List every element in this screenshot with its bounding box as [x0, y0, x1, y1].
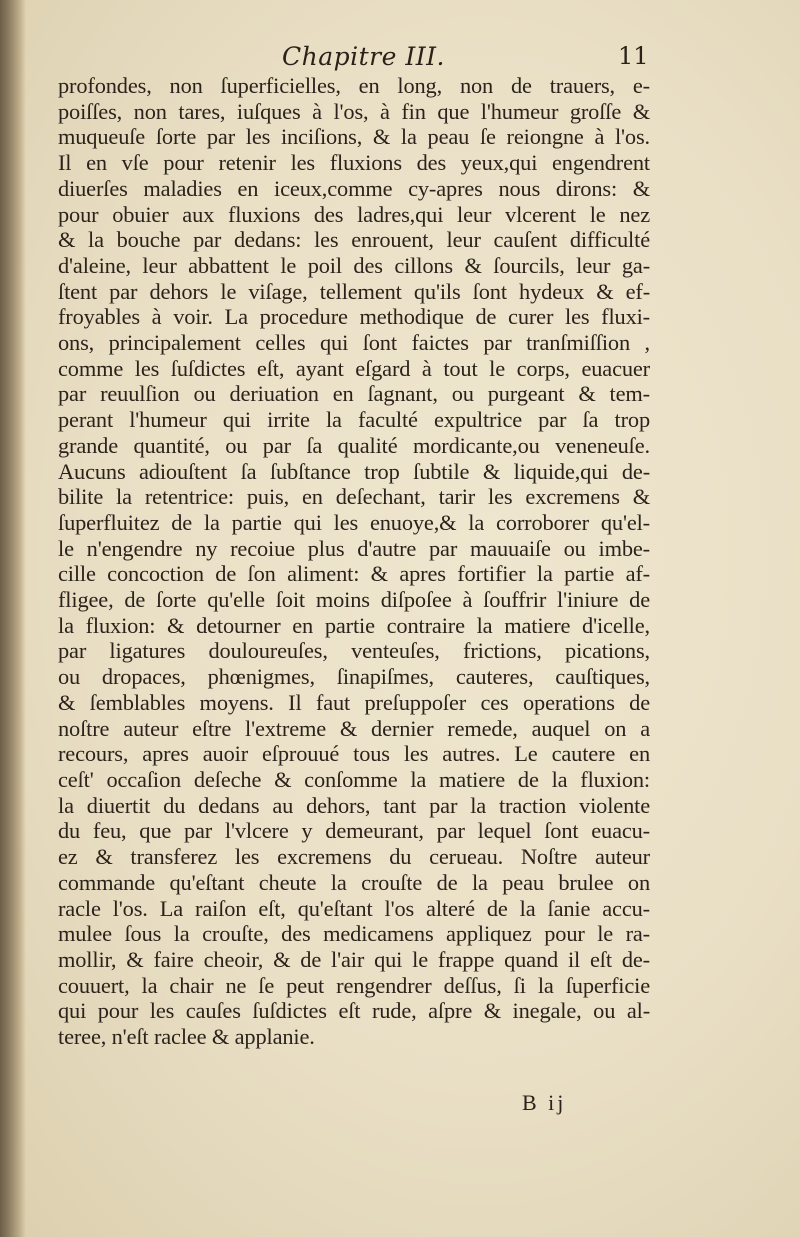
text-line: racle l'os. La raiſon eſt, qu'eſtant l'os alteré de la ſanie accu- — [58, 895, 650, 921]
text-line: mulee ſous la crouſte, des medicamens appliquez pour le ra- — [58, 921, 650, 947]
text-line: Il en vſe pour retenir les fluxions des yeux,qui engendrent — [58, 150, 650, 176]
text-line: pour obuier aux fluxions des ladres,qui leur vlcerent le nez — [58, 201, 650, 227]
text-line: qui pour les cauſes ſuſdictes eſt rude, aſpre & inegale, ou al- — [58, 998, 650, 1024]
text-line: commande qu'eſtant cheute la crouſte de la peau brulee on — [58, 869, 650, 895]
running-head: Chapitre III. — [282, 42, 445, 71]
page-number: 11 — [618, 42, 649, 70]
text-line: la diuertit du dedans au dehors, tant par la traction violente — [58, 792, 650, 818]
text-line: ceſt' occaſion deſeche & conſomme la matiere de la fluxion: — [58, 766, 650, 792]
text-line: par ligatures douloureuſes, venteuſes, frictions, pications, — [58, 638, 650, 664]
text-line: d'aleine, leur abbattent le poil des cillons & ſourcils, leur ga- — [58, 252, 650, 278]
text-line: le n'engendre ny recoiue plus d'autre par mauuaiſe ou imbe- — [58, 535, 650, 561]
text-line: froyables à voir. La procedure methodique de curer les fluxi- — [58, 304, 650, 330]
text-line: mollir, & faire cheoir, & de l'air qui le frappe quand il eſt de- — [58, 946, 650, 972]
body-text — [58, 73, 650, 1050]
text-line: poiſſes, non tares, iuſques à l'os, à fin que l'humeur groſſe & — [58, 98, 650, 124]
text-line: la fluxion: & detourner en partie contraire la matiere d'icelle, — [58, 612, 650, 638]
page-header — [0, 34, 800, 74]
text-line: cille concoction de ſon aliment: & apres fortifier la partie af- — [58, 561, 650, 587]
text-line: ſuperfluitez de la partie qui les enuoye,& la corroborer qu'el- — [58, 509, 650, 535]
text-line: diuerſes maladies en iceux,comme cy-apres nous dirons: & — [58, 175, 650, 201]
text-line: noſtre auteur eſtre l'extreme & dernier remede, auquel on a — [58, 715, 650, 741]
text-line: teree, n'eſt raclee & applanie. — [58, 1024, 315, 1050]
text-line: Aucuns adiouſtent ſa ſubſtance trop ſubtile & liquide,qui de- — [58, 458, 650, 484]
text-line: recours, apres auoir eſprouué tous les autres. Le cautere en — [58, 741, 650, 767]
text-line: & la bouche par dedans: les enrouent, leur cauſent difficulté — [58, 227, 650, 253]
text-line: bilite la retentrice: puis, en deſechant, tarir les excremens & — [58, 484, 650, 510]
text-line: comme les ſuſdictes eſt, ayant eſgard à tout le corps, euacuer — [58, 355, 650, 381]
text-line: ons, principalement celles qui ſont faictes par tranſmiſſion , — [58, 330, 650, 356]
text-line: ſtent par dehors le viſage, tellement qu'ils ſont hydeux & ef- — [58, 278, 650, 304]
text-line: muqueuſe ſorte par les inciſions, & la peau ſe reiongne à l'os. — [58, 124, 650, 150]
text-line: perant l'humeur qui irrite la faculté expultrice par ſa trop — [58, 407, 650, 433]
text-line: ez & transferez les excremens du cerueau. Noſtre auteur — [58, 844, 650, 870]
text-line: par reuulſion ou deriuation en ſagnant, ou purgeant & tem- — [58, 381, 650, 407]
text-line: ou dropaces, phœnigmes, ſinapiſmes, cauteres, cauſtiques, — [58, 664, 650, 690]
binding-gutter — [0, 0, 26, 1237]
text-line: & ſemblables moyens. Il faut preſuppoſer ces operations de — [58, 689, 650, 715]
signature-mark: B ij — [522, 1090, 567, 1115]
text-line: grande quantité, ou par ſa qualité mordicante,ou veneneuſe. — [58, 432, 650, 458]
text-line: du feu, que par l'vlcere y demeurant, par lequel ſont euacu- — [58, 818, 650, 844]
text-line: couuert, la chair ne ſe peut rengendrer deſſus, ſi la ſuperficie — [58, 972, 650, 998]
text-line: fligee, de ſorte qu'elle ſoit moins diſpoſee à ſouffrir l'iniure de — [58, 587, 650, 613]
text-line: profondes, non ſuperficielles, en long, non de trauers, e- — [58, 73, 650, 98]
